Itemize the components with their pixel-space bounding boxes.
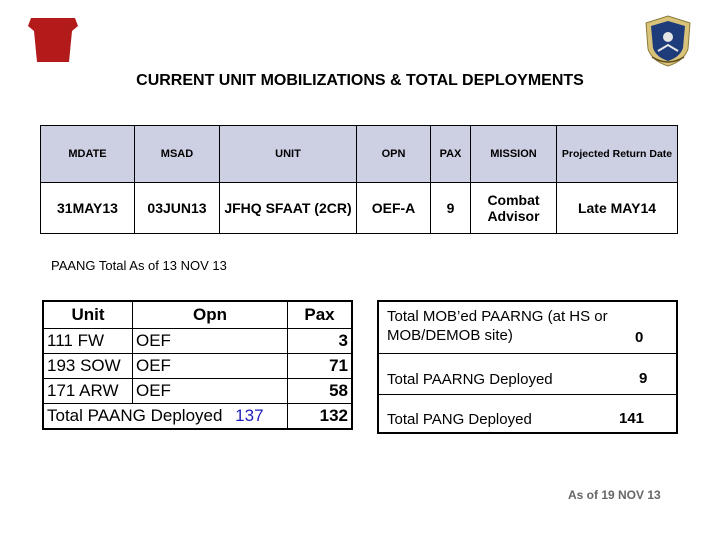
paang-total-label: PAANG Total As of 13 NOV 13 <box>51 258 227 273</box>
cell-msad: 03JUN13 <box>135 183 220 234</box>
cell-unit: JFHQ SFAAT (2CR) <box>220 183 357 234</box>
summary-header-opn: Opn <box>133 301 288 329</box>
summary-total-cell <box>43 404 288 430</box>
header-mdate: MDATE <box>41 126 135 183</box>
as-of-date: As of 19 NOV 13 <box>568 488 661 502</box>
table-row <box>43 329 352 354</box>
cell-mission: Combat Advisor <box>471 183 557 234</box>
paarng-label: Total PAARNG Deployed <box>387 371 553 388</box>
cell-pax: 9 <box>431 183 471 234</box>
summary-total-row <box>43 404 352 430</box>
page-title: CURRENT UNIT MOBILIZATIONS & TOTAL DEPLOYMENTS <box>136 72 584 89</box>
table-row <box>43 379 352 404</box>
header-mission: MISSION <box>471 126 557 183</box>
mob-section <box>379 302 676 354</box>
summary-pax: 58 <box>288 379 353 404</box>
pang-section <box>379 395 676 432</box>
summary-total-label: Total PAANG Deployed <box>47 406 223 425</box>
cell-opn: OEF-A <box>357 183 431 234</box>
mobilizations-table <box>40 125 678 234</box>
cell-return-date: Late MAY14 <box>557 183 678 234</box>
header-pax: PAX <box>431 126 471 183</box>
mob-label: Total MOB’ed PAARNG (at HS or MOB/DEMOB site) <box>387 308 608 344</box>
summary-pax: 3 <box>288 329 353 354</box>
summary-opn: OEF <box>133 354 288 379</box>
summary-header-row <box>43 301 352 329</box>
paarng-section <box>379 354 676 395</box>
header-unit: UNIT <box>220 126 357 183</box>
summary-unit: 111 FW <box>43 329 133 354</box>
summary-total-pax: 132 <box>288 404 353 430</box>
table-row <box>43 354 352 379</box>
summary-pax: 71 <box>288 354 353 379</box>
unit-summary-table <box>42 300 353 430</box>
pang-label: Total PANG Deployed <box>387 411 532 428</box>
header-opn: OPN <box>357 126 431 183</box>
pang-value: 141 <box>619 410 645 427</box>
header-projected-return-date: Projected Return Date <box>557 126 678 183</box>
keystone-logo-icon <box>28 18 78 62</box>
summary-total-blue: 137 <box>235 406 264 425</box>
summary-unit: 171 ARW <box>43 379 133 404</box>
summary-opn: OEF <box>133 329 288 354</box>
totals-box <box>377 300 678 434</box>
header-msad: MSAD <box>135 126 220 183</box>
mob-value: 0 <box>635 329 644 346</box>
paarng-value: 9 <box>639 370 648 387</box>
summary-header-pax: Pax <box>288 301 353 329</box>
summary-header-unit: Unit <box>43 301 133 329</box>
air-national-guard-seal-icon <box>644 15 692 67</box>
table-header-row <box>41 126 678 183</box>
table-row <box>41 183 678 234</box>
summary-unit: 193 SOW <box>43 354 133 379</box>
summary-opn: OEF <box>133 379 288 404</box>
cell-mdate: 31MAY13 <box>41 183 135 234</box>
